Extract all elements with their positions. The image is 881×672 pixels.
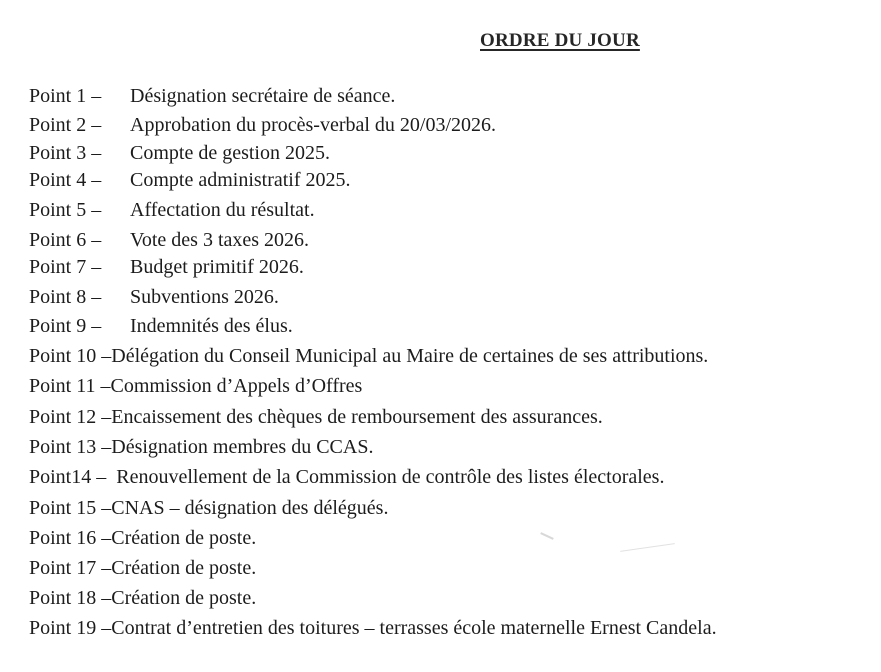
item-text: Désignation membres du CCAS. — [111, 436, 374, 458]
item-label: Point 6 – — [29, 229, 102, 251]
item-label: Point 10 – — [29, 345, 112, 367]
agenda-item-4 — [29, 168, 351, 192]
item-text: CNAS – désignation des délégués. — [111, 497, 389, 519]
item-label: Point 1 – — [29, 85, 102, 107]
agenda-item-12 — [29, 405, 603, 429]
agenda-item-7 — [29, 255, 304, 279]
item-label: Point 19 – — [29, 617, 112, 639]
agenda-item-1 — [29, 84, 395, 108]
agenda-item-17 — [29, 556, 256, 580]
agenda-item-14 — [29, 465, 664, 489]
agenda-title: ORDRE DU JOUR — [480, 30, 640, 51]
agenda-item-15 — [29, 496, 388, 520]
item-label: Point 5 – — [29, 199, 102, 221]
item-text: Subventions 2026. — [130, 286, 279, 308]
item-label: Point 15 – — [29, 497, 112, 519]
item-text: Création de poste. — [111, 557, 257, 579]
item-text: Délégation du Conseil Municipal au Maire de certaines de ses attributions. — [111, 345, 709, 367]
agenda-item-2 — [29, 113, 496, 137]
item-text: Compte administratif 2025. — [130, 169, 351, 191]
item-text: Encaissement des chèques de remboursement des assurances. — [111, 406, 603, 428]
agenda-item-16 — [29, 526, 256, 550]
item-label: Point 2 – — [29, 114, 102, 136]
item-text: Indemnités des élus. — [130, 315, 293, 337]
item-text: Contrat d’entretien des toitures – terrasses école maternelle Ernest Candela. — [111, 617, 717, 639]
item-label: Point14 – — [29, 466, 117, 488]
item-text: Désignation secrétaire de séance. — [130, 85, 396, 107]
item-text: Commission d’Appels d’Offres — [110, 375, 363, 397]
item-text: Création de poste. — [111, 527, 257, 549]
agenda-item-19 — [29, 616, 717, 640]
item-label: Point 4 – — [29, 169, 102, 191]
item-text: Vote des 3 taxes 2026. — [130, 229, 310, 251]
item-label: Point 7 – — [29, 256, 102, 278]
scan-artifact — [540, 532, 554, 540]
item-label: Point 16 – — [29, 527, 112, 549]
agenda-item-9 — [29, 314, 293, 338]
item-label: Point 3 – — [29, 142, 102, 164]
item-label: Point 17 – — [29, 557, 112, 579]
agenda-item-6 — [29, 228, 309, 252]
agenda-item-10 — [29, 344, 708, 368]
agenda-item-11 — [29, 374, 362, 398]
item-label: Point 9 – — [29, 315, 102, 337]
item-label: Point 8 – — [29, 286, 102, 308]
agenda-item-5 — [29, 198, 315, 222]
agenda-item-8 — [29, 285, 279, 309]
item-text: Budget primitif 2026. — [130, 256, 304, 278]
agenda-item-3 — [29, 141, 330, 165]
item-label: Point 11 – — [29, 375, 111, 397]
item-label: Point 13 – — [29, 436, 112, 458]
item-text: Renouvellement de la Commission de contrôle des listes électorales. — [116, 466, 665, 488]
item-label: Point 12 – — [29, 406, 112, 428]
agenda-item-13 — [29, 435, 373, 459]
item-text: Création de poste. — [111, 587, 257, 609]
item-text: Affectation du résultat. — [130, 199, 315, 221]
item-text: Compte de gestion 2025. — [130, 142, 330, 164]
item-label: Point 18 – — [29, 587, 112, 609]
item-text: Approbation du procès-verbal du 20/03/2026. — [130, 114, 497, 136]
scan-artifact — [620, 543, 675, 552]
agenda-item-18 — [29, 586, 256, 610]
